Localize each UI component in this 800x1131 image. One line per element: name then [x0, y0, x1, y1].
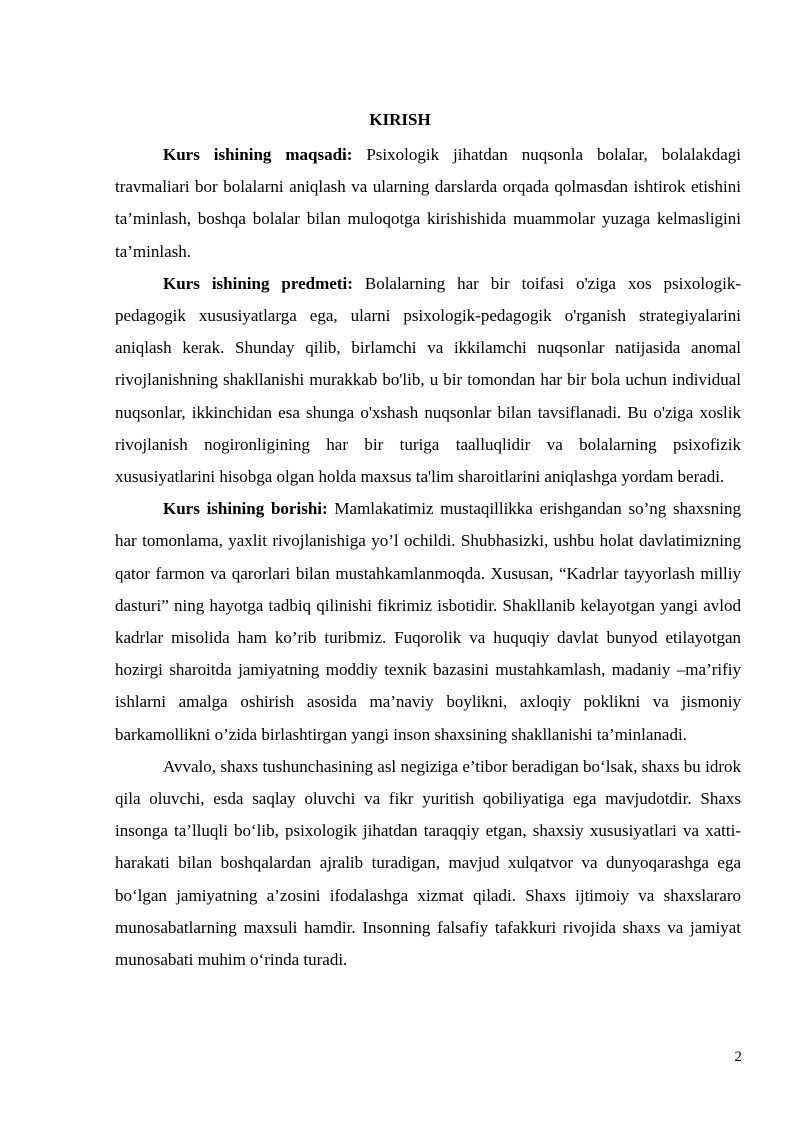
paragraph-borishi — [115, 493, 741, 751]
page-title: KIRISH — [369, 110, 431, 129]
body-text — [115, 139, 741, 976]
paragraph-maqsadi — [115, 139, 741, 268]
paragraph-avvalo — [115, 751, 741, 976]
page-number: 2 — [734, 1049, 742, 1065]
paragraph-lead: Kurs ishining predmeti: — [163, 273, 353, 293]
paragraph-lead: Kurs ishining borishi: — [163, 499, 328, 519]
paragraph-text: Psixologik jihatdan nuqsonla bolalar, bolalakdagi travmaliari bor bolalarni aniqlash va ularning darslarda orqada qolmasdan ishtirok etishini ta’minlash, boshqa bolalar bilan muloqotga kirishishida muammolar yuzaga kelmasligini ta’minlash. — [115, 145, 741, 261]
paragraph-text: Bolalarning har bir toifasi o'ziga xos psixologik-pedagogik xususiyatlarga ega, ularni psixologik-pedagogik o'rganish strategiyalarini aniqlash kerak. Shunday qilib, birlamchi va ikkilamchi nuqsonlar natijasida anomal rivojlanishning shakllanishi murakkab bo'lib, u bir tomondan har bir bola uchun individual nuqsonlar, ikkinchidan esa shunga o'xshash nuqsonlar bilan tavsiflanadi. Bu o'ziga xoslik rivojlanish nogironligining har bir turiga taalluqlidir va bolalarning psixofizik xususiyatlarini hisobga olgan holda maxsus ta'lim sharoitlarini aniqlashga yordam beradi. — [115, 273, 741, 487]
paragraph-text: Avvalo, shaxs tushunchasining asl negiziga e’tibor beradigan bo‘lsak, shaxs bu idrok qila oluvchi, esda saqlay oluvchi va fikr yuritish qobiliyatiga ega mavjudotdir. Shaxs insonga ta’lluqli bo‘lib, psixologik jihatdan taraqqiy etgan, shaxsiy xususiyatlari va xatti-harakati bilan boshqalardan ajralib turadigan, mavjud xulqatvor va dunyoqarashga ega bo‘lgan jamiyatning a’zosini ifodalashga xizmat qiladi. Shaxs ijtimoiy va shaxslararo munosabatlarning maxsuli hamdir. Insonning falsafiy tafakkuri rivojida shaxs va jamiyat munosabati muhim o‘rinda turadi. — [115, 756, 741, 970]
paragraph-predmeti — [115, 268, 741, 493]
paragraph-lead: Kurs ishining maqsadi: — [163, 145, 353, 164]
paragraph-text: Mamlakatimiz mustaqillikka erishgandan so’ng shaxsning har tomonlama, yaxlit rivojlanishiga yo’l ochildi. Shubhasizki, ushbu holat davlatimizning qator farmon va qarorlari bilan mustahkamlanmoqda. Xususan, “Kadrlar tayyorlash milliy dasturi” ning hayotga tadbiq qilinishi fikrimiz isbotidir. Shakllanib kelayotgan yangi avlod kadrlar misolida ham ko’rib turibmiz. Fuqorolik va huquqiy davlat bunyod etilayotgan hozirgi sharoitda jamiyatning moddiy texnik bazasini mustahkamlash, madaniy –ma’rifiy ishlarni amalga oshirish asosida ma’naviy boylikni, axloqiy poklikni va jismoniy barkamollikni o’zida birlashtirgan yangi inson shaxsining shakllanishi ta’minlanadi. — [115, 499, 741, 744]
